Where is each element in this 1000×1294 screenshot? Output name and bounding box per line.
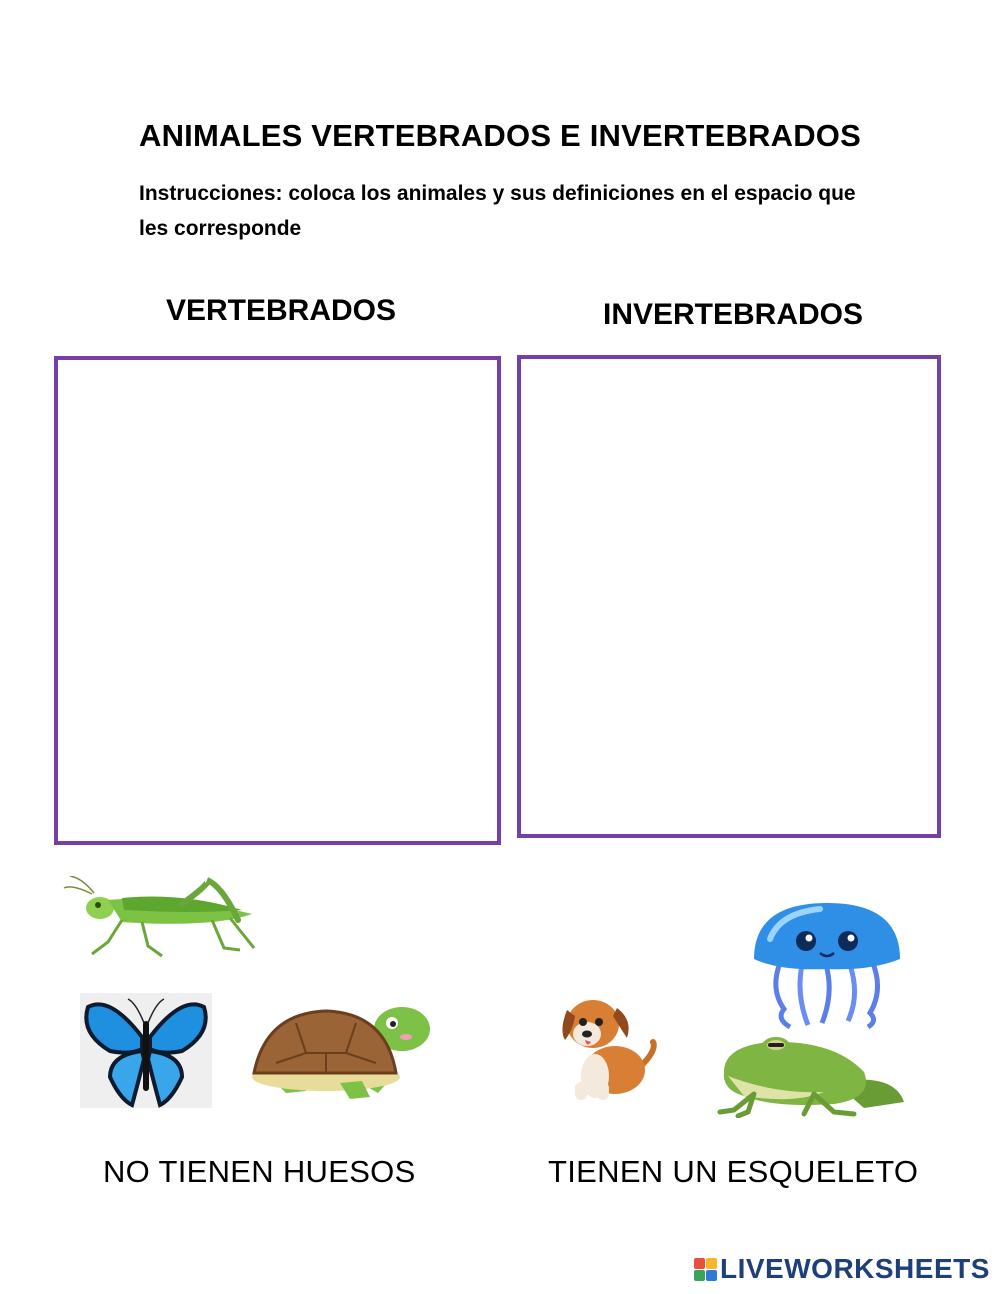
dog-card[interactable] [557,990,657,1102]
grasshopper-icon [62,876,260,960]
definition-skeleton[interactable]: TIENEN UN ESQUELETO [548,1154,919,1189]
frog-icon [714,1032,910,1118]
grasshopper-card[interactable] [62,876,260,960]
logo-text: LIVEWORKSHEETS [720,1253,990,1284]
turtle-icon [246,1003,432,1099]
logo-mark-icon [694,1258,717,1281]
definition-no-bones[interactable]: NO TIENEN HUESOS [103,1154,416,1189]
jellyfish-icon [750,899,904,1029]
vertebrates-drop-zone[interactable] [54,356,501,845]
worksheet-title: ANIMALES VERTEBRADOS E INVERTEBRADOS [139,118,861,153]
worksheet-instructions: Instrucciones: coloca los animales y sus definiciones en el espacio que les corresponde [139,182,856,240]
vertebrates-heading: VERTEBRADOS [166,294,397,327]
butterfly-icon [80,993,212,1108]
turtle-card[interactable] [246,1003,432,1099]
frog-card[interactable] [714,1032,910,1118]
invertebrates-drop-zone[interactable] [517,355,941,838]
liveworksheets-logo[interactable] [694,1253,990,1285]
invertebrates-heading: INVERTEBRADOS [603,298,864,331]
dog-icon [557,990,657,1102]
jellyfish-card[interactable] [750,899,904,1029]
butterfly-card[interactable] [80,993,212,1108]
